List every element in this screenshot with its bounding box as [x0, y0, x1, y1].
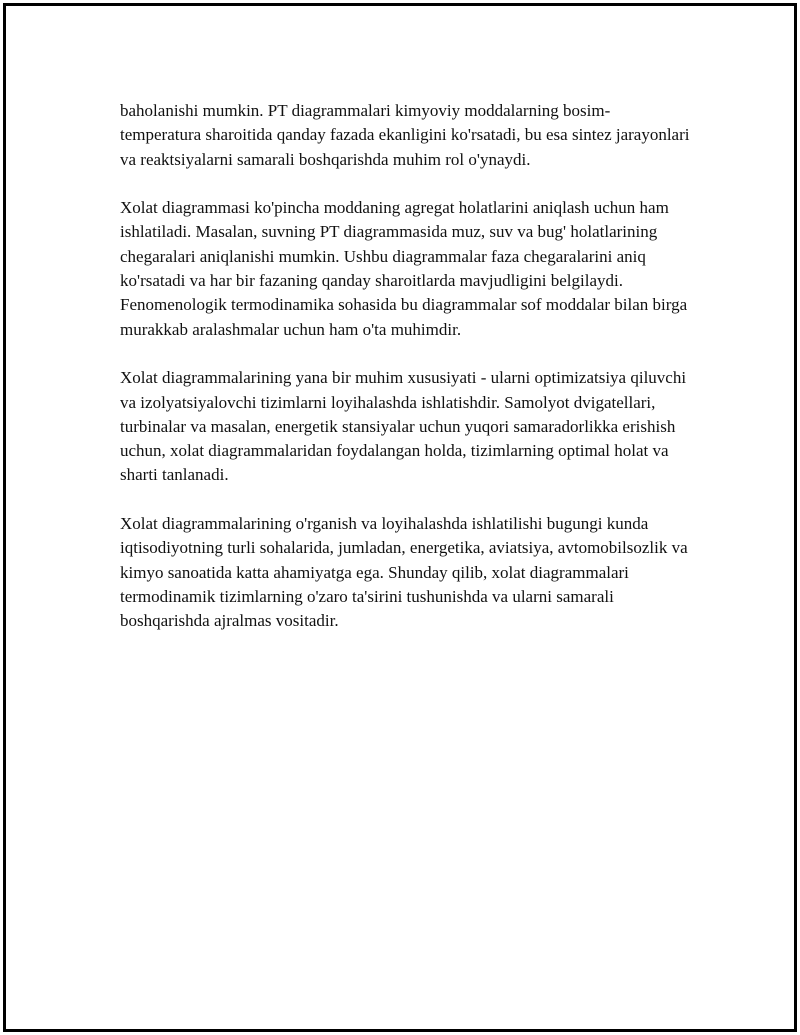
paragraph: baholanishi mumkin. PT diagrammalari kimyoviy moddalarning bosim-temperatura sharoitida qanday fazada ekanligini ko'rsatadi, bu esa sintez jarayonlari va reaktsiyalarni samarali boshqarishda muhim rol o'ynaydi. [120, 101, 690, 169]
paragraph: Xolat diagrammasi ko'pincha moddaning agregat holatlarini aniqlash uchun ham ishlatiladi. Masalan, suvning PT diagrammasida muz, suv va bug' holatlarining chegaralari aniqlanishi mumkin. Ushbu diagrammalar faza chegaralarini aniq ko'rsatadi va har bir fazaning qanday sharoitlarda mavjudligini belgilaydi. Fenomenologik termodinamika sohasida bu diagrammalar sof moddalar bilan birga murakkab aralashmalar uchun ham o'ta muhimdir. [120, 198, 688, 339]
paragraph: Xolat diagrammalarining yana bir muhim xususiyati - ularni optimizatsiya qiluvchi va izolyatsiyalovchi tizimlarni loyihalashda ishlatishdir. Samolyot dvigatellari, turbinalar va masalan, energetik stansiyalar uchun yuqori samaradorlikka erishish uchun, xolat diagrammalaridan foydalangan holda, tizimlarning optimal holat va sharti tanlanadi. [120, 368, 687, 485]
document-page [3, 3, 797, 1032]
paragraph: Xolat diagrammalarining o'rganish va loyihalashda ishlatilishi bugungi kunda iqtisodiyotning turli sohalarida, jumladan, energetika, aviatsiya, avtomobilsozlik va kimyo sanoatida katta ahamiyatga ega. Shunday qilib, xolat diagrammalari termodinamik tizimlarning o'zaro ta'sirini tushunishda va ularni samarali boshqarishda ajralmas vositadir. [120, 514, 688, 631]
document-body [120, 99, 690, 658]
